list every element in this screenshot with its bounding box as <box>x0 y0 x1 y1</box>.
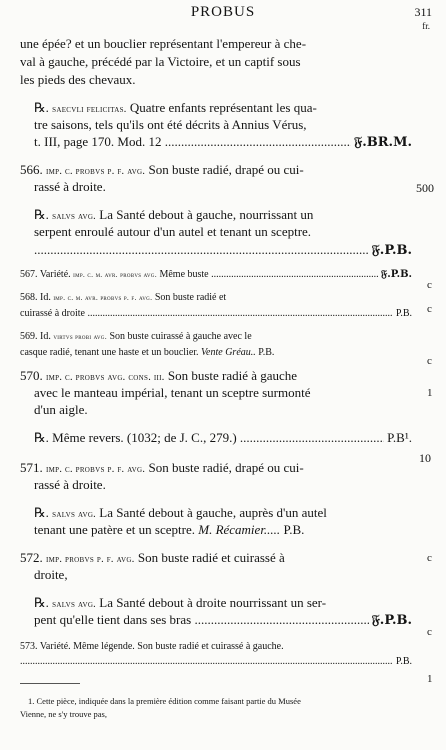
legend-text: salvs avg. <box>52 509 97 520</box>
body-text: rassé à droite. <box>34 477 106 492</box>
reference-mark-text: P.B. <box>395 308 412 319</box>
body-text: rassé à droite. <box>34 179 106 194</box>
body-text: Son buste radié et cuirassé à <box>134 550 285 565</box>
running-title: PROBUS <box>190 4 256 20</box>
body-text: d'un aigle. <box>34 402 88 417</box>
body-text: Son buste radié et <box>152 292 227 303</box>
reference-mark-text: P.B¹. <box>387 430 412 445</box>
text-line <box>34 505 412 523</box>
text-line <box>20 550 412 568</box>
body-text: Son buste radié à gauche <box>164 368 298 383</box>
legend-text: imp. c. probvs avg. cons. iii. <box>46 372 165 383</box>
body-text: casque radié, tenant une haste et un bouclier. <box>20 347 202 358</box>
reference-mark-text: 𝔉.P.B. <box>380 269 412 280</box>
text-line <box>34 595 412 613</box>
body-text: 570. <box>20 368 46 383</box>
text-line <box>34 477 412 493</box>
reference-mark <box>369 242 412 258</box>
body-text: une épée? et un bouclier représentant l'empereur à che- <box>20 36 307 51</box>
body-text: les pieds des chevaux. <box>20 72 136 87</box>
reference-mark-text: P.B. <box>395 656 412 667</box>
body-text: 572. <box>20 550 46 565</box>
body-text: Son buste radié, drapé ou cui- <box>145 460 304 475</box>
rarity-value: 1 <box>427 673 433 685</box>
reference-mark <box>384 430 412 446</box>
text-line <box>20 54 412 70</box>
text-line <box>20 162 412 180</box>
text-line <box>20 268 412 281</box>
provenance-text: M. Récamier..... <box>198 522 281 537</box>
body-text: cuirassé à droite <box>20 308 85 319</box>
rarity-value: c <box>427 626 432 638</box>
body-text: avec le manteau impérial, tenant un sceptre surmonté <box>34 385 311 400</box>
body-text: P.B. <box>280 522 305 537</box>
body-text: val à gauche, précédé par la Victoire, et un captif sous <box>20 54 301 69</box>
legend-text: imp. c. probvs p. f. avg. <box>46 166 146 177</box>
legend-text: imp. c. m. avr. probvs avg. <box>73 270 157 279</box>
text-line <box>34 100 412 118</box>
legend-text: imp. c. m. avr. probvs p. f. avg. <box>53 293 153 302</box>
rarity-value: c <box>427 279 432 291</box>
dot-leader <box>20 655 412 668</box>
text-line <box>34 242 412 258</box>
text-line <box>34 522 412 538</box>
text-line <box>34 179 412 195</box>
legend-text: salvs avg. <box>52 599 97 610</box>
body-text: ℞. Même revers. (1032; de J. C., 279.) <box>34 430 237 445</box>
body-text: ℞. <box>34 505 53 520</box>
text-line <box>20 291 412 304</box>
body-text: P.B. <box>255 347 275 358</box>
body-text: Son buste radié, drapé ou cui- <box>145 162 304 177</box>
body-text: 569. Id. <box>20 331 54 342</box>
body-text: 568. Id. <box>20 292 54 303</box>
reference-mark <box>393 307 412 320</box>
price-unit: fr. <box>422 21 430 31</box>
text-line <box>20 368 412 386</box>
body-text: La Santé debout à droite nourrissant un ser- <box>96 595 327 610</box>
rarity-value: 1 <box>427 387 433 399</box>
legend-text: salvs avg. <box>52 211 97 222</box>
dot-leader <box>20 307 412 320</box>
legend-text: imp. probvs p. f. avg. <box>46 554 135 565</box>
body-text: La Santé debout à gauche, nourrissant un <box>96 207 314 222</box>
text-line <box>20 307 412 320</box>
body-text: ℞. <box>34 100 53 115</box>
text-line <box>20 655 412 668</box>
body-text: serpent enroulé autour d'un autel et tenant un sceptre. <box>34 224 312 239</box>
dot-leader <box>20 268 412 281</box>
dot-leader <box>34 430 412 446</box>
text-line <box>20 330 412 343</box>
legend-text: imp. c. probvs p. f. avg. <box>46 464 146 475</box>
text-line <box>34 430 412 446</box>
body-text: 571. <box>20 460 46 475</box>
provenance-text: Vente Gréau.. <box>201 347 256 358</box>
text-line <box>34 612 412 628</box>
rarity-value: 10 <box>419 451 431 465</box>
reference-mark <box>351 134 412 150</box>
body-text: 573. Variété. Même légende. Son buste radié et cuirassé à gauche. <box>20 641 284 652</box>
body-text: t. III, page 170. Mod. 12 <box>34 134 162 149</box>
body-text: ℞. <box>34 595 53 610</box>
text-line <box>34 207 412 225</box>
reference-mark-text: 𝔉.BR.M. <box>354 135 412 150</box>
body-text: tenant une patère et un sceptre. <box>34 522 199 537</box>
text-line <box>34 567 412 583</box>
rarity-value: c <box>427 355 432 367</box>
body-text: 1. Cette pièce, indiquée dans la première édition comme faisant partie du Musée <box>28 696 301 706</box>
text-line <box>20 640 412 653</box>
dot-leader <box>34 242 412 258</box>
body-text: ℞. <box>34 207 53 222</box>
rarity-value: 500 <box>416 181 434 195</box>
text-line <box>20 460 412 478</box>
text-line <box>20 346 412 359</box>
text-line <box>34 134 412 150</box>
legend-text: virtvs probi avg. <box>53 332 107 341</box>
reference-mark <box>369 612 412 628</box>
body-text: pent qu'elle tient dans ses bras <box>34 612 192 627</box>
reference-mark <box>393 655 412 668</box>
footnote-line <box>20 709 426 720</box>
footnote-rule <box>20 683 80 684</box>
text-line <box>20 36 412 52</box>
rarity-value: c <box>427 552 432 564</box>
reference-mark <box>378 268 412 281</box>
legend-text: saecvli felicitas. <box>52 104 127 115</box>
text-line <box>20 72 412 88</box>
body-text: Même buste <box>156 269 209 280</box>
dot-leader <box>34 612 412 628</box>
body-text: Son buste cuirassé à gauche avec le <box>106 331 252 342</box>
text-line <box>34 117 412 133</box>
rarity-value: c <box>427 303 432 315</box>
text-line <box>34 224 412 240</box>
body-text: 566. <box>20 162 46 177</box>
body-text: La Santé debout à gauche, auprès d'un autel <box>96 505 327 520</box>
reference-mark-text: 𝔉.P.B. <box>371 243 412 258</box>
body-text: 567. Variété. <box>20 269 74 280</box>
reference-mark-text: 𝔉.P.B. <box>371 613 412 628</box>
body-text: tre saisons, tels qu'ils ont été décrits à Annius Vérus, <box>34 117 307 132</box>
text-line <box>34 402 412 418</box>
page-number: 311 <box>414 5 432 19</box>
footnote-line <box>28 696 434 707</box>
text-line <box>34 385 412 401</box>
body-text: Vienne, ne s'y trouve pas, <box>20 709 107 719</box>
body-text: Quatre enfants représentant les qua- <box>126 100 317 115</box>
body-text: droite, <box>34 567 68 582</box>
